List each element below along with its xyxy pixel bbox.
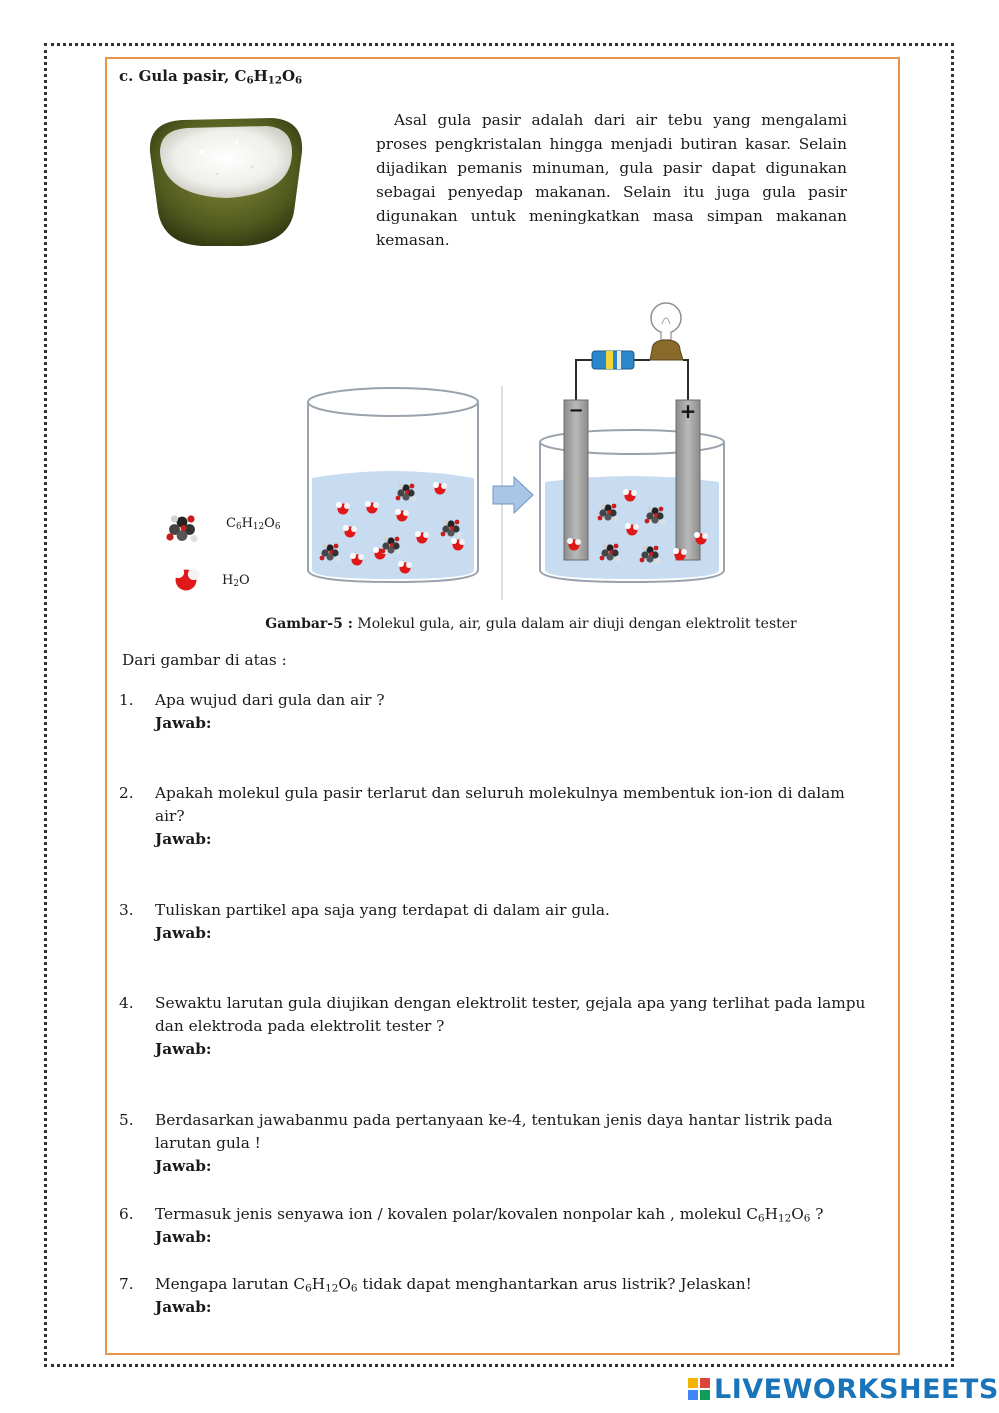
- section-title: c. Gula pasir, $C_6H_{12}O_6$: [119, 67, 303, 87]
- question-6: 6. Termasuk jenis senyawa ion / kovalen polar/kovalen nonpolar kah , molekul $C_6H_{12}O_6$ ? Jawab:: [119, 1203, 869, 1249]
- plus-sign: +: [679, 399, 697, 423]
- beaker-sugar-water: [308, 388, 478, 582]
- question-3: 3. Tuliskan partikel apa saja yang terdapat di dalam air gula. Jawab:: [119, 899, 869, 945]
- sugar-formula: $C_6H_{12}O_6$: [234, 67, 303, 87]
- legend-sugar-molecule-icon: [166, 515, 197, 542]
- minus-sign: −: [568, 400, 584, 421]
- answer-field-7[interactable]: Jawab:: [155, 1298, 212, 1316]
- beaker-electrolyte-tester: [540, 303, 724, 582]
- question-1: 1. Apa wujud dari gula dan air ? Jawab:: [119, 689, 869, 735]
- formula-inline-7: $C_6H_{12}O_6$: [293, 1275, 358, 1295]
- question-2: 2. Apakah molekul gula pasir terlarut dan seluruh molekulnya membentuk ion-ion di dalam air? Jawab:: [119, 782, 869, 851]
- liveworksheets-wordmark: LIVEWORKSHEETS: [714, 1373, 999, 1405]
- battery-icon: [592, 351, 634, 369]
- light-bulb-icon: [650, 303, 683, 360]
- intro-paragraph: Asal gula pasir adalah dari air tebu yang mengalami proses pengkristalan hingga menjadi butiran kasar. Selain dijadikan pemanis minuman, gula pasir dapat digunakan sebagai penyedap makanan. Selain itu juga gula pasir digunakan untuk meningkatkan masa simpan makanan kemasan.: [376, 111, 847, 249]
- answer-field-4[interactable]: Jawab:: [155, 1040, 212, 1058]
- electrolyte-tester-diagram: [150, 290, 750, 610]
- legend-water-label: $H_2O$: [222, 573, 250, 590]
- figure-caption: Gambar-5 : Molekul gula, air, gula dalam air diuji dengan elektrolit tester: [265, 616, 797, 632]
- answer-field-3[interactable]: Jawab:: [155, 924, 212, 942]
- liveworksheets-logo[interactable]: [688, 1374, 999, 1404]
- answer-field-5[interactable]: Jawab:: [155, 1157, 212, 1175]
- answer-field-2[interactable]: Jawab:: [155, 830, 212, 848]
- liveworksheets-logo-icon: [688, 1378, 710, 1400]
- answer-field-6[interactable]: Jawab:: [155, 1228, 212, 1246]
- formula-inline-6: $C_6H_{12}O_6$: [746, 1205, 811, 1225]
- question-7: 7. Mengapa larutan $C_6H_{12}O_6$ tidak dapat menghantarkan arus listrik? Jelaskan! Jawab:: [119, 1273, 869, 1319]
- arrow-icon: [493, 477, 533, 513]
- legend-sugar-label: $C_6H_{12}O_6$: [226, 516, 281, 533]
- legend-water-molecule-icon: [173, 567, 200, 591]
- negative-electrode: [564, 400, 588, 560]
- questions-lead: Dari gambar di atas :: [122, 651, 287, 669]
- question-5: 5. Berdasarkan jawabanmu pada pertanyaan ke-4, tentukan jenis daya hantar listrik pada larutan gula ! Jawab:: [119, 1109, 869, 1178]
- sugar-bowl-image: [142, 112, 312, 252]
- question-4: 4. Sewaktu larutan gula diujikan dengan elektrolit tester, gejala apa yang terlihat pada lampu dan elektroda pada elektrolit tester ? Jawab:: [119, 992, 869, 1061]
- answer-field-1[interactable]: Jawab:: [155, 714, 212, 732]
